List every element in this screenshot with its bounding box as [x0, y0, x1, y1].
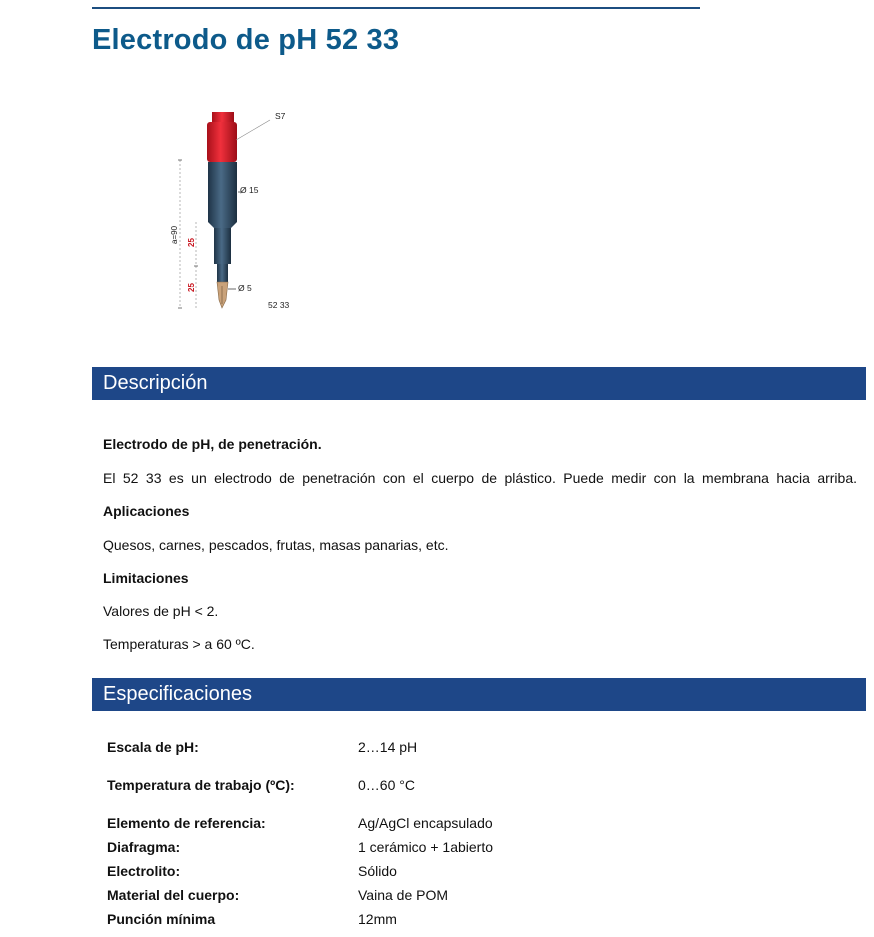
limitaciones-title: Limitaciones — [103, 570, 189, 586]
electrode-taper — [208, 222, 237, 228]
spec-key: Punción mínima — [107, 911, 216, 927]
spec-value: 1 cerámico + 1abierto — [358, 839, 494, 855]
electrode-tip — [217, 282, 228, 308]
spec-key: Elemento de referencia: — [107, 815, 266, 831]
top-rule — [92, 7, 700, 9]
label-model: 52 33 — [268, 300, 290, 310]
label-connector: S7 — [275, 111, 286, 121]
page-title: Electrodo de pH 52 33 — [92, 24, 400, 56]
section-header-especificaciones: Especificaciones — [92, 678, 866, 711]
electrode-shaft — [214, 228, 231, 264]
label-seg1: 25 — [187, 238, 196, 247]
spec-value: Vaina de POM — [358, 887, 449, 903]
aplicaciones-title: Aplicaciones — [103, 503, 190, 519]
electrode-neck — [217, 264, 228, 282]
spec-key: Temperatura de trabajo (ºC): — [107, 777, 295, 793]
label-diameter-body: Ø 15 — [240, 185, 259, 195]
spec-value: 0…60 °C — [358, 777, 415, 793]
aplicaciones-text: Quesos, carnes, pescados, frutas, masas panarias, etc. — [103, 537, 449, 553]
connector-cap — [207, 122, 237, 162]
spec-value: 12mm — [358, 911, 397, 927]
spec-value: 2…14 pH — [358, 739, 418, 755]
label-total-length: a=90 — [170, 225, 179, 244]
spec-key: Diafragma: — [107, 839, 181, 855]
electrode-diagram — [160, 104, 320, 316]
spec-key: Electrolito: — [107, 863, 181, 879]
limitacion-2: Temperaturas > a 60 ºC. — [103, 636, 255, 652]
limitacion-1: Valores de pH < 2. — [103, 603, 219, 619]
spec-key: Escala de pH: — [107, 739, 199, 755]
label-diameter-tip: Ø 5 — [238, 283, 252, 293]
description-subtitle: Electrodo de pH, de penetración. — [103, 436, 322, 452]
spec-key: Material del cuerpo: — [107, 887, 240, 903]
electrode-body — [208, 162, 237, 222]
section-header-descripcion: Descripción — [92, 367, 866, 400]
description-text: El 52 33 es un electrodo de penetración con el cuerpo de plástico. Puede medir con la membrana hacia arriba. — [103, 470, 857, 486]
label-seg2: 25 — [187, 283, 196, 292]
spec-value: Sólido — [358, 863, 397, 879]
spec-value: Ag/AgCl encapsulado — [358, 815, 493, 831]
